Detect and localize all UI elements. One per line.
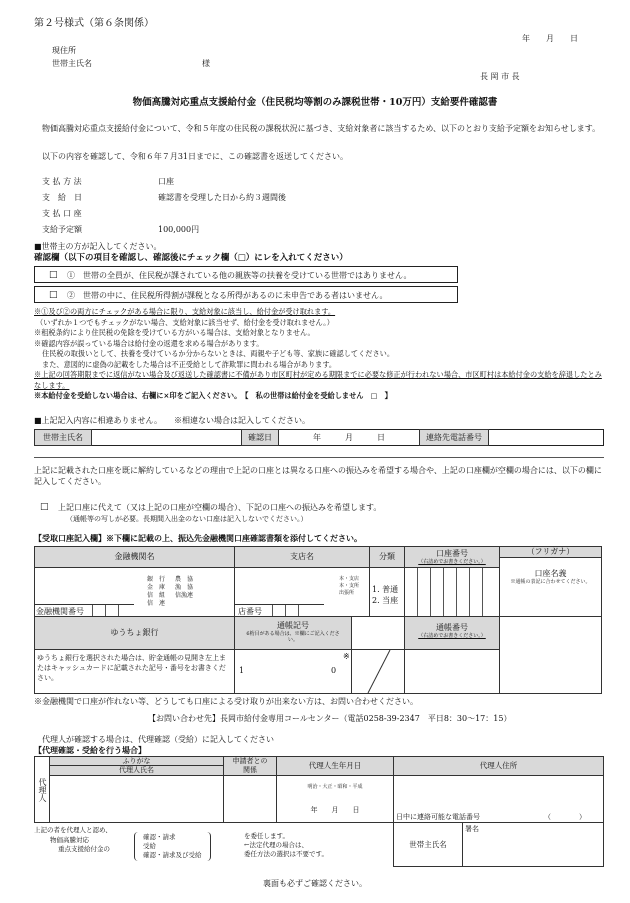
bank-type: 信 組 xyxy=(147,592,166,599)
birth-date-value: 年 月 日 xyxy=(310,806,360,814)
yucho-note-text: ゆうちょ銀行を選択された場合は、貯金通帳の見開き左上またはキャッシュカードに記載された記号・番号をお書きください。 xyxy=(37,654,226,682)
proxy-title: 【代理確認・受給を行う場合】 xyxy=(34,745,146,755)
note-line: ※上記の回答期限までに返信がない場合及び返送した確認書に不備があり市区町村が定める期限までに必要な修正が行われない場合、市区町村は本給付金の支給を辞退したとみなします。 xyxy=(34,370,602,390)
signature-input[interactable] xyxy=(462,822,604,867)
branch-type: 出張所 xyxy=(339,590,355,596)
bank-form-title: 【受取口座記入欄】※下欄に記載の上、振込先金融機関口座確認書類を添付してください。 xyxy=(34,533,362,543)
passbook-no-cell[interactable] xyxy=(404,649,500,694)
check-item-1 xyxy=(34,266,458,283)
passbook-sign-note: 6桁目がある場合は、※欄にご記入ください。 xyxy=(246,631,340,644)
yucho-slash-cell xyxy=(351,649,405,694)
yucho-note xyxy=(34,649,235,694)
pay-method-label: 支 払 方 法 xyxy=(42,177,82,186)
note-line: ※租税条約により住民税の免除を受けている方がいる場合は、支給対象となりません。 xyxy=(34,328,315,337)
birth-input[interactable] xyxy=(276,775,394,823)
bank-table xyxy=(34,546,602,694)
bank-type: 信 連 xyxy=(147,600,166,607)
account-no-label: 口座番号 xyxy=(436,549,468,558)
branch-types xyxy=(339,576,359,597)
type-options xyxy=(372,584,398,606)
sign-row xyxy=(34,429,604,446)
holder-cell[interactable] xyxy=(499,557,602,617)
bank-type: 漁 協 xyxy=(175,584,194,591)
notes-block xyxy=(34,307,614,402)
relation-label: 申請者との関係 xyxy=(223,756,277,776)
delegate-options[interactable] xyxy=(134,832,211,861)
delegate-option[interactable]: 確認・請求 xyxy=(143,833,176,841)
delegate-text-2: 物価高騰対応 xyxy=(50,836,89,844)
delegation-block xyxy=(34,826,374,872)
bank-type: 金 庫 xyxy=(147,584,166,591)
sign-note-2: ※相違ない場合は記入してください。 xyxy=(174,416,310,425)
yucho-holder-cell[interactable] xyxy=(499,616,602,694)
delegate-tail-2: ←法定代理の場合は、 xyxy=(244,841,308,849)
pay-date-label: 支 給 日 xyxy=(42,193,82,202)
passbook-sign-digit1: 1 xyxy=(239,666,245,675)
confirm-date-input[interactable]: 年 月 日 xyxy=(313,432,385,442)
era-options: 明治・大正・昭和・平成 xyxy=(307,784,363,790)
signature-label: 署名 xyxy=(465,825,479,833)
bank-name-header: 金融機関名 xyxy=(34,546,235,568)
yucho-blank xyxy=(351,616,405,650)
back-note: 裏面も必ずご確認ください。 xyxy=(263,879,367,888)
intro-paragraph: 物価高騰対応重点支援給付金について、令和５年度の住民税の課税状況に基づき、支給対象者に該当するため、以下のとおり支給予定額をお知らせします。 xyxy=(42,124,601,133)
confirm-date-label: 確認日 xyxy=(241,429,279,446)
phone-input[interactable] xyxy=(489,430,603,445)
contact-info: 【お問い合わせ先】長岡市給付金専用コールセンター（電話0258-39-2347 平日8：30～17：15） xyxy=(148,714,512,723)
check-heading: 確認欄（以下の項目を確認し、確認後にチェック欄（□）にレを入れてください） xyxy=(34,253,348,263)
yucho-header: ゆうちょ銀行 xyxy=(34,616,235,650)
bank-type: 農 協 xyxy=(175,576,194,583)
daytime-phone-label: 日中に連絡可能な電話番号 xyxy=(396,813,480,821)
bank-code-label: 金融機関番号 xyxy=(36,607,84,616)
furigana-label: ふりがな xyxy=(49,756,224,766)
mayor-label: 長 岡 市 長 xyxy=(480,72,520,81)
delegate-tail-1: を委任します。 xyxy=(244,832,289,840)
householder-label: 世帯主氏名 xyxy=(52,59,92,68)
holder-label: 口座名義 xyxy=(534,569,567,578)
no-account-note: ※金融機関で口座が作れない等、どうしても口座による受け取りが出来ない方は、お問い合わせください。 xyxy=(34,697,418,706)
passbook-no-label: 通帳番号 xyxy=(436,623,468,632)
note-line: また、意図的に虚偽の記載をした場合は不正受給として詐欺罪に問われる場合があります。 xyxy=(42,359,337,369)
note-line: ※①及び②の両方にチェックがある場合に限り、支給対象に該当し、給付金が受け取れます。 xyxy=(34,307,336,316)
passbook-sign-star: ※ xyxy=(343,652,350,661)
account-no-header xyxy=(404,546,500,568)
proxy-table xyxy=(34,756,604,872)
account-no-cell[interactable] xyxy=(404,567,500,617)
note-line: ※確認内容が誤っている場合は給付金の返還を求める場合があります。 xyxy=(34,338,264,348)
check-box-2[interactable]: □ xyxy=(49,290,58,300)
decline-note: ※本給付金を受給しない場合は、右欄に×印をご記入ください。 【 私の世帯は給付金を受給しません □ 】 xyxy=(34,391,392,400)
page-title: 物価高騰対応重点支援給付金（住民税均等割のみ課税世帯・10万円）支給要件確認書 xyxy=(132,97,498,108)
passbook-no-header xyxy=(404,616,500,650)
pay-amount-label: 支給予定額 xyxy=(42,225,82,234)
account-change-note: （通帳等の写しが必要。長期間入出金のない口座は記入しないでください。） xyxy=(66,515,308,523)
branch-name-cell[interactable] xyxy=(234,567,370,617)
type-header: 分類 xyxy=(369,546,405,568)
proxy-side-label: 代理人 xyxy=(34,756,50,823)
delegate-text-3: 重点支援給付金の xyxy=(58,845,110,853)
type-option: 1. 普通 xyxy=(372,585,399,594)
passbook-sign-label: 通帳記号 xyxy=(277,621,309,630)
householder-name-input[interactable] xyxy=(92,430,242,445)
householder-name-label: 世帯主氏名 xyxy=(34,429,92,446)
account-change-text: 上記に記載された口座を既に解約しているなどの理由で上記の口座とは異なる口座への振込みを希望する場合や、上記の口座欄が空欄の場合には、以下の欄に記入してください。 xyxy=(34,466,602,486)
type-option: 2. 当座 xyxy=(372,596,399,605)
form-number: 第２号様式（第６条関係） xyxy=(34,18,154,29)
proxy-intro: 代理人が確認する場合は、代理確認（受給）に記入してください xyxy=(42,735,274,744)
proxy-name-label: 代理人氏名 xyxy=(49,765,224,776)
sama-label: 様 xyxy=(202,59,210,68)
relation-input[interactable] xyxy=(223,775,277,823)
pay-account-label: 支 払 口 座 xyxy=(42,209,82,218)
account-no-note: （右詰めでお書きください。） xyxy=(418,559,486,565)
bank-type: 銀 行 xyxy=(147,576,166,583)
holder-note: ※通帳の表記に合わせてください。 xyxy=(510,579,591,585)
passbook-sign-digit0: 0 xyxy=(331,666,337,675)
passbook-sign-cell[interactable] xyxy=(234,649,352,694)
pay-method-value: 口座 xyxy=(158,177,174,186)
passbook-sign-header xyxy=(234,616,352,650)
account-no-boxes[interactable] xyxy=(405,568,495,619)
bank-types-col1 xyxy=(147,576,165,608)
branch-type: 本・支所 xyxy=(339,583,360,589)
branch-type: 本・支店 xyxy=(339,576,360,582)
note-line: 住民税の取扱いとして、扶養を受けているか分からないときは、両親や子ども等、家族に確認してください。 xyxy=(42,349,395,358)
check-box-1[interactable]: □ xyxy=(49,270,58,280)
delegate-option[interactable]: 確認・請求及び受給 xyxy=(143,851,202,859)
delegate-tail-3: 委任方法の選択は不要です。 xyxy=(244,850,328,858)
check-item-1-text: ① 世帯の全員が、住民税が課されている他の親族等の扶養を受けている世帯ではありません。 xyxy=(67,271,412,280)
bank-types-col2 xyxy=(175,576,193,600)
date-field: 年 月 日 xyxy=(522,34,578,43)
proxy-householder-label: 世帯主氏名 xyxy=(393,822,463,867)
bank-type: 信漁連 xyxy=(175,592,194,599)
delegate-text-1: 上記の者を代理人と認め、 xyxy=(34,826,112,834)
check-item-2 xyxy=(34,286,458,303)
proxy-address-label: 代理人住所 xyxy=(393,756,604,776)
account-change-checkbox[interactable]: □ xyxy=(40,502,49,512)
birth-label: 代理人生年月日 xyxy=(276,756,394,776)
pay-date-value: 確認書を受理した日から約３週間後 xyxy=(158,193,286,202)
branch-code-label: 店番号 xyxy=(238,607,262,616)
pay-amount-value: 100,000円 xyxy=(158,225,200,234)
delegate-option[interactable]: 受給 xyxy=(143,842,156,850)
daytime-phone-paren: （ ） xyxy=(544,813,586,821)
account-change-option: 上記口座に代えて（又は上記の口座が空欄の場合）、下記の口座への振込みを希望します。 xyxy=(58,503,382,512)
phone-label: 連絡先電話番号 xyxy=(419,429,489,446)
branch-name-header: 支店名 xyxy=(234,546,370,568)
check-note: ■世帯主の方が記入してください。 xyxy=(34,242,162,251)
proxy-name-input[interactable] xyxy=(49,775,224,823)
kana-header: （フリガナ） xyxy=(499,546,602,558)
address-label: 現住所 xyxy=(52,46,76,55)
intro-deadline: 以下の内容を確認して、令和６年７月31日までに、この確認書を返送してください。 xyxy=(42,152,349,161)
proxy-address-input[interactable] xyxy=(393,775,604,823)
check-item-2-text: ② 世帯の中に、住民税所得割が課税となる所得があるのに未申告である者はいません。 xyxy=(67,291,388,300)
divider xyxy=(34,457,604,458)
sign-note-1: ■上記記入内容に相違ありません。 xyxy=(34,416,163,425)
type-cell[interactable] xyxy=(369,567,405,617)
bank-name-cell[interactable] xyxy=(34,567,235,617)
slash-line xyxy=(352,650,404,693)
passbook-no-note: （右詰めでお書きください。） xyxy=(418,633,486,639)
note-line: （いずれか１つでもチェックがない場合、支給対象に該当せず、給付金を受け取れません。） xyxy=(36,317,334,327)
